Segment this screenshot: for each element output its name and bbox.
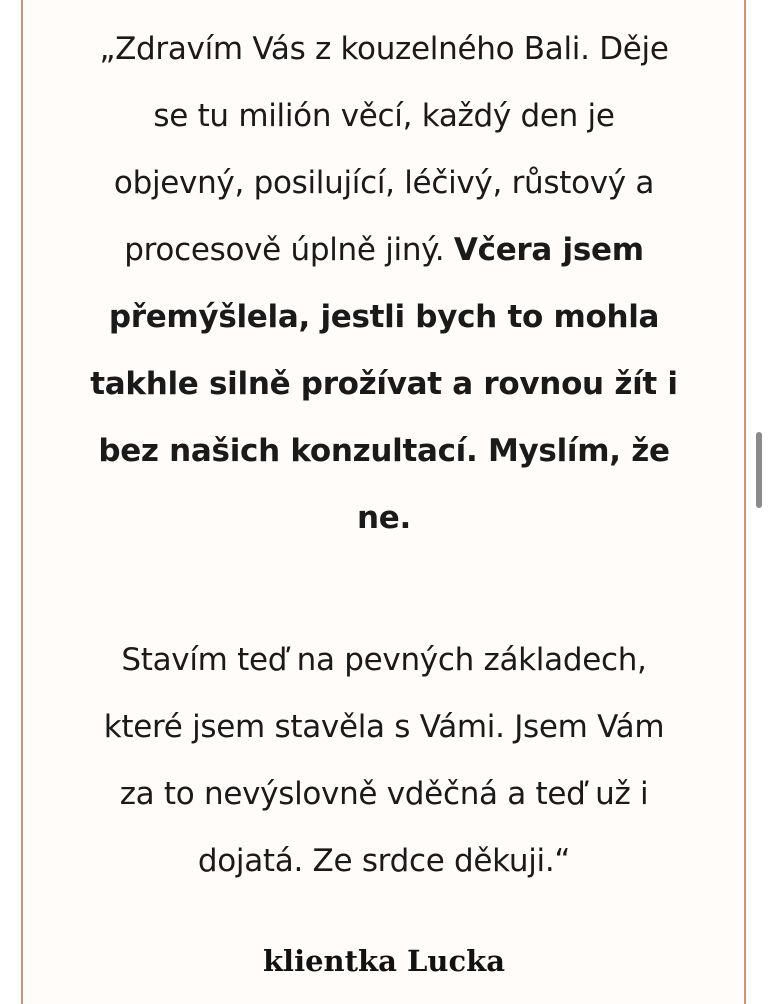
quote-line-bold: bez našich konzultací. Myslím, že (98, 433, 670, 469)
quote-line: které jsem stavěla s Vámi. Jsem Vám (103, 709, 665, 745)
quote-line: za to nevýslovně vděčná a teď už i (119, 776, 649, 812)
quote-line: dojatá. Ze srdce děkuji.“ (197, 843, 571, 879)
quote-line-bold: takhle silně prožívat a rovnou žít i (90, 366, 678, 402)
quote-line-bold: přemýšlela, jestli bych to mohla (108, 299, 660, 335)
quote-text-bold: Včera jsem (453, 232, 644, 268)
quote-line-mixed (0, 217, 768, 284)
quote-text-regular: procesově úplně jiný. (124, 232, 454, 268)
quote-line: se tu milión věcí, každý den je (153, 98, 615, 134)
scrollbar-thumb[interactable] (756, 432, 762, 508)
testimonial-paragraph-1 (0, 16, 768, 552)
quote-line: Stavím teď na pevných základech, (121, 642, 647, 678)
testimonial-author: klientka Lucka (262, 944, 506, 978)
testimonial-paragraph-2 (0, 627, 768, 895)
quote-line: „Zdravím Vás z kouzelného Bali. Děje (99, 31, 669, 67)
quote-line: objevný, posilující, léčivý, růstový a (113, 165, 655, 201)
quote-line-bold: ne. (357, 500, 411, 536)
